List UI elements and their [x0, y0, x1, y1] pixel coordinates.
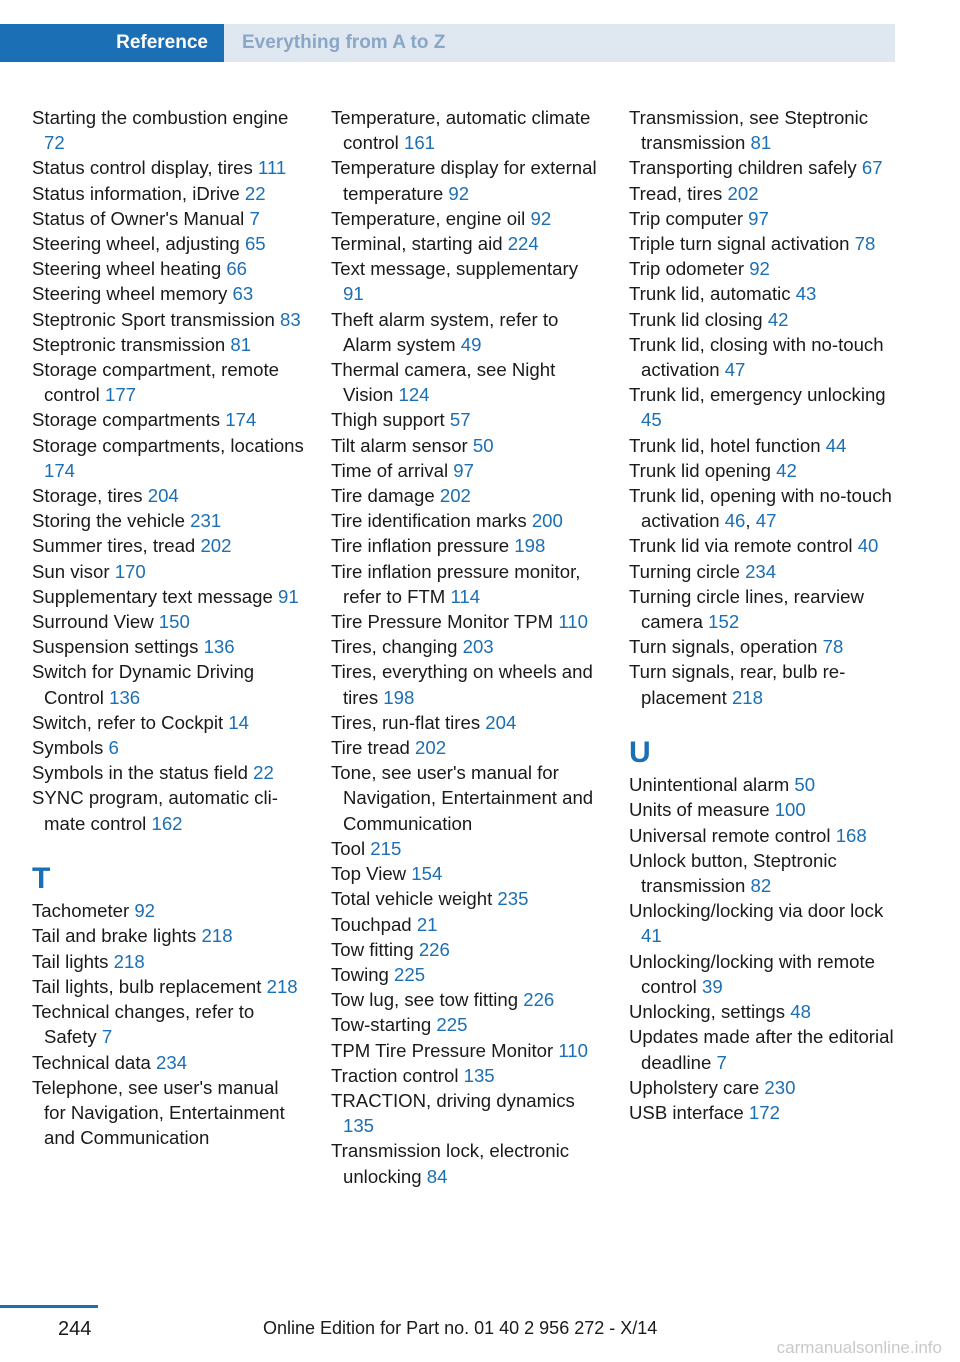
watermark: carmanualsonline.info	[776, 1338, 942, 1357]
page-link[interactable]: 92	[530, 207, 552, 229]
index-entry-text: Towing	[331, 963, 395, 985]
index-entry-text: Theft alarm system, refer to Alarm system	[331, 308, 559, 355]
index-entry-text: Tachometer	[32, 900, 135, 922]
index-entry	[32, 735, 304, 760]
index-entry-text: Trip odometer	[629, 258, 750, 280]
index-entry	[32, 974, 304, 999]
index-column-3	[629, 105, 901, 1125]
index-entry-text: Steering wheel, adjusting	[32, 233, 245, 255]
page-link[interactable]: 65	[244, 233, 266, 255]
page-link[interactable]: 204	[485, 711, 517, 733]
page-link[interactable]: 198	[383, 686, 415, 708]
index-entry	[32, 1075, 304, 1151]
index-entry-text: Turning circle lines, rearview camera	[629, 585, 864, 633]
page-link[interactable]: 7	[101, 1026, 113, 1048]
page-link[interactable]: 230	[764, 1076, 796, 1098]
page-link[interactable]: 225	[436, 1014, 468, 1036]
index-entry	[629, 634, 901, 659]
index-entry-text: Status control display, tires	[32, 157, 258, 179]
index-entry-text: Tire damage	[331, 485, 440, 507]
page-link[interactable]: 84	[426, 1165, 448, 1187]
page-link[interactable]: 42	[767, 308, 789, 330]
index-entry	[331, 609, 603, 634]
page-link[interactable]: 218	[731, 686, 763, 708]
page-link[interactable]: 14	[228, 711, 250, 733]
index-entry	[331, 710, 603, 735]
page-link[interactable]: 203	[462, 636, 494, 658]
index-entry-text: Status of Owner's Manual	[32, 207, 250, 229]
page-link[interactable]: 7	[716, 1051, 727, 1073]
index-entry	[331, 886, 603, 911]
index-entry-text: Touchpad	[331, 913, 417, 935]
index-entry-text: Tires, changing	[331, 636, 463, 658]
page-link[interactable]: 57	[449, 409, 471, 431]
page-link[interactable]: 92	[448, 182, 470, 204]
page-link[interactable]: 40	[857, 535, 879, 557]
index-entry-text: Tail and brake lights	[32, 925, 202, 947]
index-entry	[629, 1100, 901, 1125]
index-entry-text: Updates made after the editorial deadline	[629, 1026, 894, 1073]
page-link[interactable]: 111	[257, 157, 287, 179]
index-entry	[32, 483, 304, 508]
edition-note: Online Edition for Part no. 01 40 2 956 272 - X/14	[263, 1318, 658, 1338]
page-link[interactable]: 91	[277, 585, 299, 607]
index-entry	[331, 962, 603, 987]
index-entry-text: Tire inflation pressure	[331, 535, 515, 557]
index-entry-text: Telephone, see user's manual for Navigation, Entertainment and Communication	[32, 1076, 285, 1149]
index-entry-text: Turn signals, operation	[629, 636, 823, 658]
page-link[interactable]: 48	[790, 1001, 811, 1023]
page-link[interactable]: 78	[854, 233, 876, 255]
page-link[interactable]: 97	[748, 207, 769, 229]
index-entry-text: Trunk lid, closing with no-touch activation	[629, 333, 884, 381]
index-entry	[331, 937, 603, 962]
index-entry	[32, 256, 304, 281]
page-link[interactable]: 49	[460, 333, 482, 355]
page-link[interactable]: 42	[776, 459, 797, 481]
index-entry-text: Tow fitting	[331, 938, 419, 960]
index-entry	[331, 433, 603, 458]
page-link[interactable]: 83	[280, 308, 301, 330]
index-entry	[32, 634, 304, 659]
index-entry	[331, 836, 603, 861]
index-entry-text: Tire Pressure Monitor TPM	[331, 611, 559, 633]
page-link[interactable]: 150	[158, 611, 190, 633]
index-entry-text: Storage compartments	[32, 409, 226, 431]
index-entry-text: Trunk lid, hotel function	[629, 434, 826, 456]
page-link[interactable]: 226	[418, 938, 450, 960]
page-link[interactable]: 41	[641, 925, 662, 947]
index-entry	[629, 999, 901, 1024]
index-entry-text: Unlocking/locking via door lock	[629, 900, 884, 922]
index-entry	[32, 710, 304, 735]
index-entry-text: Trunk lid, opening with no-touch activation	[629, 485, 892, 532]
index-entry-text: Trunk lid via remote control	[629, 535, 858, 557]
page-link[interactable]: 135	[343, 1115, 375, 1137]
index-entry-text: Thermal camera, see Night Vision	[331, 359, 556, 406]
chapter-tab: Everything from A to Z	[224, 24, 895, 62]
index-entry-text: Top View	[331, 863, 412, 885]
page-link[interactable]: 43	[795, 283, 817, 305]
index-entry	[32, 760, 304, 785]
page-link[interactable]: 45	[641, 409, 662, 431]
index-entry-text: Terminal, starting aid	[331, 233, 508, 255]
index-entry	[331, 1038, 603, 1063]
index-entry	[32, 307, 304, 332]
index-entry-text: Supplementary text message	[32, 585, 278, 607]
index-entry	[629, 797, 901, 822]
index-entry	[331, 407, 603, 432]
page-link[interactable]: 46	[724, 510, 746, 532]
index-entry-text: Turn signals, rear, bulb replacement	[629, 661, 846, 708]
page-link[interactable]: 39	[701, 975, 723, 997]
index-entry	[629, 181, 901, 206]
page-link[interactable]: 202	[200, 535, 232, 557]
index-entry	[629, 823, 901, 848]
index-entry	[32, 559, 304, 584]
index-entry-text: Suspension settings	[32, 636, 204, 658]
index-entry-text: TRACTION, driving dynamics	[331, 1089, 575, 1111]
page-link[interactable]: 202	[439, 485, 471, 507]
index-entry	[331, 1012, 603, 1037]
page-link[interactable]: 136	[203, 636, 235, 658]
index-entry-text: Technical changes, refer to Safety	[32, 1001, 255, 1048]
index-entry	[629, 206, 901, 231]
index-entry	[331, 458, 603, 483]
index-entry	[629, 584, 901, 634]
index-entry-text: Traction control	[331, 1064, 464, 1086]
index-entry	[331, 760, 603, 836]
index-entry	[331, 357, 603, 407]
index-entry	[629, 307, 901, 332]
index-entry	[32, 231, 304, 256]
index-entry	[331, 987, 603, 1012]
index-entry	[629, 1024, 901, 1074]
index-entry-text: Trunk lid opening	[629, 459, 777, 481]
index-entry	[32, 923, 304, 948]
page-link[interactable]: 47	[755, 510, 777, 532]
index-entry-text: Tire identification marks	[331, 510, 532, 532]
page-link[interactable]: 67	[861, 157, 883, 179]
page-link[interactable]: 198	[514, 535, 546, 557]
page-link[interactable]: 224	[507, 233, 539, 255]
page-link[interactable]: 6	[108, 737, 119, 759]
page-link[interactable]: 135	[463, 1064, 495, 1086]
page-link[interactable]: 162	[151, 812, 183, 834]
page-link[interactable]: 22	[253, 762, 274, 784]
page-link[interactable]: 100	[774, 799, 806, 821]
index-entry-text: Time of arrival	[331, 459, 454, 481]
index-entry	[331, 1138, 603, 1188]
index-entry	[629, 848, 901, 898]
page-link[interactable]: 78	[822, 636, 844, 658]
index-entry	[331, 483, 603, 508]
page-link[interactable]: 215	[370, 837, 402, 859]
index-entry	[331, 508, 603, 533]
index-entry-text: Tow lug, see tow fitting	[331, 989, 524, 1011]
index-entry	[629, 533, 901, 558]
index-entry-text: Tow-starting	[331, 1014, 437, 1036]
page-link[interactable]: 174	[225, 409, 257, 431]
index-entry-text: Turning circle	[629, 560, 746, 582]
index-entry	[331, 231, 603, 256]
page-link[interactable]: 66	[226, 258, 248, 280]
page-link[interactable]: 82	[750, 875, 772, 897]
section-tab: Reference	[0, 24, 224, 62]
index-entry	[32, 1050, 304, 1075]
page-link[interactable]: 81	[230, 333, 252, 355]
index-entry	[629, 898, 901, 948]
page-link[interactable]: 22	[244, 182, 266, 204]
index-entry	[629, 332, 901, 382]
page-link[interactable]: 226	[523, 989, 555, 1011]
index-entry	[331, 1088, 603, 1138]
page-link[interactable]: 50	[472, 434, 494, 456]
index-entry	[32, 785, 304, 835]
page-link[interactable]: 110	[558, 611, 588, 633]
page-number: 244	[58, 1318, 92, 1340]
index-entry-text: Unintentional alarm	[629, 774, 795, 796]
index-entry-text: Storing the vehicle	[32, 510, 191, 532]
index-entry	[629, 105, 901, 155]
index-entry	[629, 155, 901, 180]
index-entry	[32, 433, 304, 483]
index-entry-text: Tail lights, bulb replacement	[32, 975, 267, 997]
index-entry-text: Status information, iDrive	[32, 182, 245, 204]
page-link[interactable]: 92	[749, 258, 770, 280]
page-link[interactable]: 218	[201, 925, 233, 947]
page-link[interactable]: 231	[190, 510, 222, 532]
index-entry-text: Technical data	[32, 1051, 157, 1073]
index-entry	[629, 231, 901, 256]
index-entry	[629, 659, 901, 709]
index-entry-text: Summer tires, tread	[32, 535, 201, 557]
index-entry	[629, 949, 901, 999]
page-link[interactable]: 168	[835, 824, 867, 846]
index-entry-text: Storage compartment, remote control	[32, 359, 279, 406]
index-entry	[629, 772, 901, 797]
index-entry	[32, 105, 304, 155]
index-entry	[331, 659, 603, 709]
page-link[interactable]: 152	[708, 611, 740, 633]
index-entry-text: Total vehicle weight	[331, 888, 498, 910]
index-entry-text: Trip computer	[629, 207, 749, 229]
index-entry-text: Sun visor	[32, 560, 115, 582]
index-entry-text: Tire tread	[331, 737, 416, 759]
index-entry-text: Unlocking, settings	[629, 1001, 791, 1023]
index-entry	[629, 1075, 901, 1100]
index-entry	[32, 949, 304, 974]
index-entry	[32, 181, 304, 206]
index-entry-text: Units of measure	[629, 799, 775, 821]
index-entry-text: Temperature display for external temperature	[331, 157, 597, 204]
page-link[interactable]: 154	[411, 863, 443, 885]
index-entry	[331, 155, 603, 205]
index-entry-text: Transmission lock, electronic unlocking	[331, 1140, 570, 1187]
index-entry	[32, 508, 304, 533]
index-entry	[32, 332, 304, 357]
page-link[interactable]: 136	[109, 686, 141, 708]
index-entry	[32, 407, 304, 432]
page-link[interactable]: 177	[104, 384, 137, 406]
index-entry-text: Transmission, see Steptronic transmission	[629, 107, 869, 154]
page-link[interactable]: 50	[794, 774, 816, 796]
index-entry	[32, 281, 304, 306]
page-link[interactable]: 63	[232, 283, 254, 305]
index-entry	[32, 898, 304, 923]
index-entry-text: Triple turn signal activation	[629, 233, 855, 255]
page-link[interactable]: 44	[825, 434, 847, 456]
page-link[interactable]: 7	[249, 207, 260, 229]
index-entry	[629, 458, 901, 483]
index-entry	[331, 307, 603, 357]
page-link[interactable]: 172	[748, 1101, 780, 1123]
index-entry	[331, 256, 603, 306]
index-entry-text: USB interface	[629, 1101, 749, 1123]
index-entry	[331, 105, 603, 155]
index-entry-text: Thigh support	[331, 409, 450, 431]
index-entry-text: Universal remote control	[629, 824, 836, 846]
index-entry	[331, 912, 603, 937]
index-entry-text: Tone, see user's manual for Navigation, Entertainment and Communication	[331, 762, 594, 834]
index-entry: Trunk lid, opening with no-touch activation 46, 47	[629, 485, 892, 532]
page-link[interactable]: 81	[750, 132, 772, 154]
index-entry	[629, 382, 901, 432]
page-link[interactable]: 235	[497, 888, 529, 910]
page-link[interactable]: 202	[415, 737, 447, 759]
index-entry	[331, 735, 603, 760]
index-entry-text: Trunk lid, emergency unlocking	[629, 384, 886, 406]
page-link[interactable]: 110	[558, 1039, 588, 1061]
index-entry-text: Steptronic Sport transmission	[32, 308, 281, 330]
footer-rule	[0, 1305, 98, 1308]
index-entry-text: Tread, tires	[629, 182, 728, 204]
index-entry-text: Tires, run-flat tires	[331, 711, 486, 733]
index-entry-text: Trunk lid, automatic	[629, 283, 796, 305]
index-entry-text: Storage compartments, locations	[32, 434, 304, 456]
page-header	[0, 24, 895, 62]
page-link[interactable]: 47	[724, 359, 746, 381]
index-entry	[331, 634, 603, 659]
page-link[interactable]: 92	[134, 900, 155, 922]
index-entry-text: Tool	[331, 837, 371, 859]
index-entry-text: Upholstery care	[629, 1076, 765, 1098]
page-link[interactable]: 174	[44, 459, 76, 481]
index-entry-text: TPM Tire Pressure Monitor	[331, 1039, 559, 1061]
index-entry-text: Steering wheel heating	[32, 258, 227, 280]
page-link[interactable]: 161	[403, 132, 436, 154]
index-entry-text: Text message, supplementary	[331, 258, 579, 280]
index-entry-text: Starting the combustion engine	[32, 107, 289, 128]
index-letter-heading: U	[629, 735, 651, 769]
index-entry-text: Temperature, automatic climate control	[331, 107, 591, 154]
index-entry	[32, 533, 304, 558]
page-link[interactable]: 72	[44, 132, 65, 154]
index-entry	[331, 1063, 603, 1088]
index-entry-text: Tilt alarm sensor	[331, 434, 473, 456]
index-entry	[32, 584, 304, 609]
index-entry	[32, 357, 304, 407]
page-link[interactable]: 218	[113, 950, 145, 972]
index-entry-text: Unlocking/locking with remote control	[629, 950, 875, 997]
page-link[interactable]: 234	[156, 1051, 188, 1073]
index-entry	[331, 206, 603, 231]
index-entry	[32, 999, 304, 1049]
index-entry-text: Steering wheel memory	[32, 283, 233, 305]
index-entry-text: Tail lights	[32, 950, 114, 972]
page-link[interactable]: 202	[727, 182, 759, 204]
index-entry	[629, 433, 901, 458]
page-link[interactable]: 170	[114, 560, 146, 582]
index-entry-text: Surround View	[32, 611, 159, 633]
index-entry-text: Trunk lid closing	[629, 308, 768, 330]
index-entry	[331, 559, 603, 609]
index-entry-text: SYNC program, automatic climate control	[32, 787, 278, 834]
index-entry	[32, 155, 304, 180]
page-link[interactable]: 204	[147, 485, 179, 507]
index-entry	[629, 559, 901, 584]
page-link[interactable]: 114	[450, 585, 481, 607]
index-entry-text: Storage, tires	[32, 485, 148, 507]
page-link[interactable]: 218	[266, 975, 298, 997]
index-entry	[629, 256, 901, 281]
index-entry	[629, 281, 901, 306]
page-link[interactable]: 21	[416, 913, 438, 935]
index-column-1	[32, 105, 304, 1150]
page-link[interactable]: 91	[343, 283, 364, 305]
index-entry	[32, 659, 304, 709]
index-entry-text: Switch, refer to Cockpit	[32, 711, 229, 733]
index-entry-text: Temperature, engine oil	[331, 207, 531, 229]
index-entry-text: Steptronic transmission	[32, 333, 231, 355]
page-link[interactable]: 97	[453, 459, 474, 481]
index-column-2	[331, 105, 603, 1189]
index-entry-text: Unlock button, Steptronic transmission	[629, 849, 837, 897]
index-entry-text: Tire inflation pressure monitor, refer to FTM	[331, 560, 581, 607]
index-entry	[331, 533, 603, 558]
index-entry-text: Transporting children safely	[629, 157, 862, 179]
index-entry-text: Switch for Dynamic Driving Control	[32, 661, 255, 708]
index-entry	[32, 206, 304, 231]
index-entry	[331, 861, 603, 886]
index-entry-text: Tires, everything on wheels and tires	[331, 661, 593, 708]
page-link[interactable]: 200	[531, 510, 563, 532]
index-letter-heading: T	[32, 861, 51, 895]
index-entry-text: Symbols	[32, 737, 109, 759]
page-link[interactable]: 124	[398, 384, 430, 406]
page-link[interactable]: 234	[745, 560, 777, 582]
page-link[interactable]: 225	[394, 963, 426, 985]
index-entry	[32, 609, 304, 634]
index-entry-text: Symbols in the status field	[32, 762, 254, 784]
